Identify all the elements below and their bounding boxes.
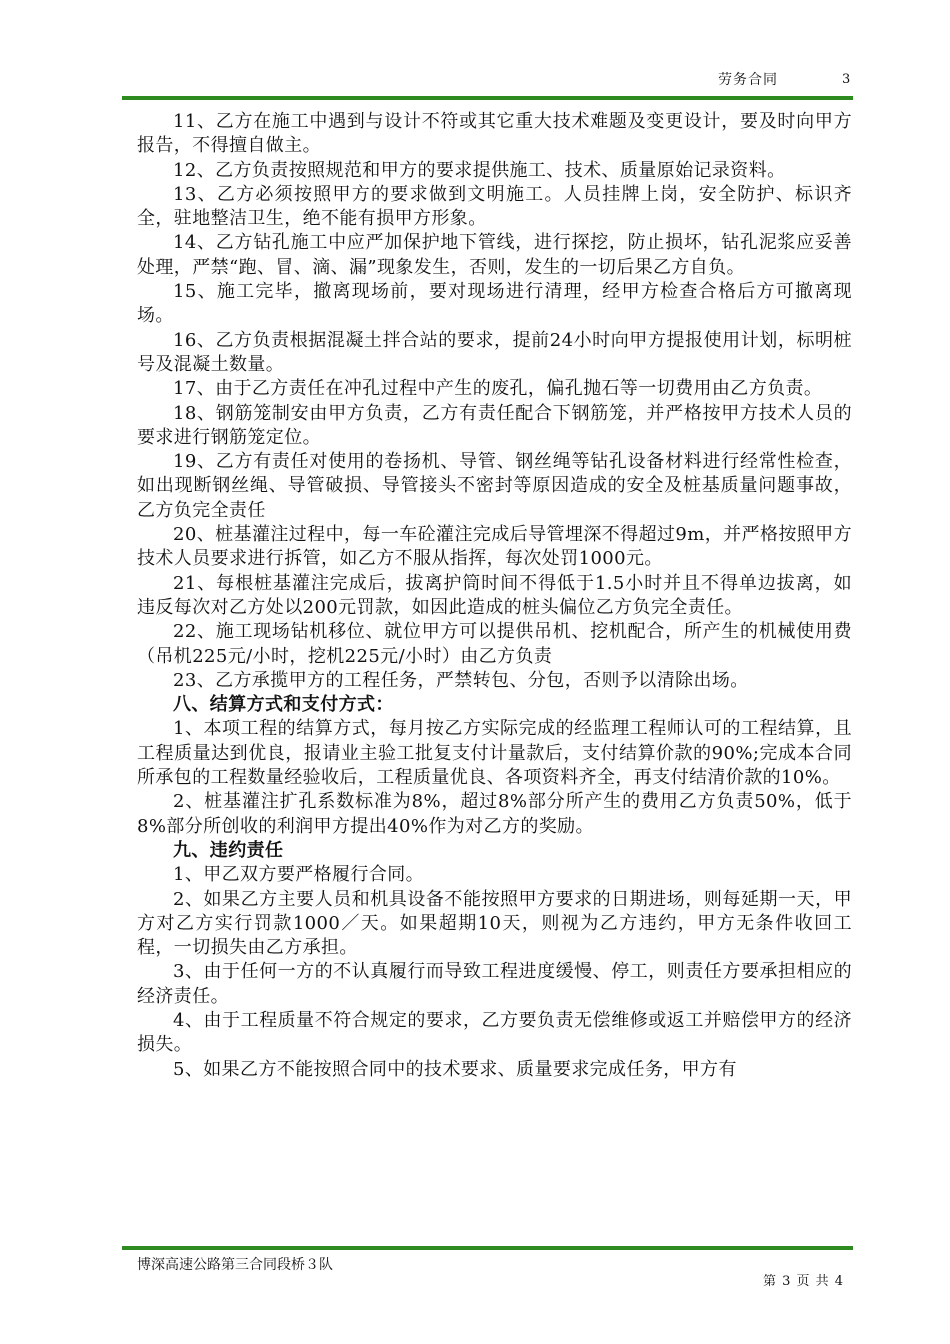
header-page-number: 3 bbox=[842, 72, 851, 87]
clause-17: 17、由于乙方责任在冲孔过程中产生的废孔，偏孔抛石等一切费用由乙方负责。 bbox=[173, 378, 823, 400]
settlement-clause-1: 1、本项工程的结算方式，每月按乙方实际完成的经监理工程师认可的工程结算，且工程质量达到优良，报请业主验工批复支付计量款后，支付结算价款的90%;完成本合同所承包的工程数量经验收后，工程质量优良、各项资料齐全，再支付结清价款的10%。 bbox=[137, 718, 852, 789]
clause-13: 13、乙方必须按照甲方的要求做到文明施工。人员挂牌上岗，安全防护、标识齐全，驻地整洁卫生，绝不能有损甲方形象。 bbox=[137, 183, 852, 230]
settlement-clause-2: 2、桩基灌注扩孔系数标准为8%，超过8%部分所产生的费用乙方负责50%，低于8%部分所创收的利润甲方提出40%作为对乙方的奖励。 bbox=[137, 791, 852, 837]
document-body bbox=[137, 110, 852, 1082]
section-heading-settlement: 八、结算方式和支付方式： bbox=[173, 694, 394, 716]
clause-21: 21、每根桩基灌注完成后，拔离护筒时间不得低于1.5小时并且不得单边拔离，如违反每次对乙方处以200元罚款，如因此造成的桩头偏位乙方负完全责任。 bbox=[137, 572, 852, 618]
breach-clause-2: 2、如果乙方主要人员和机具设备不能按照甲方要求的日期进场，则每延期一天，甲方对乙方实行罚款1000／天。如果超期10天，则视为乙方违约，甲方无条件收回工程，一切损失由乙方承担。 bbox=[137, 888, 852, 959]
footer-rule bbox=[122, 1246, 853, 1250]
clause-18: 18、钢筋笼制安由甲方负责，乙方有责任配合下钢筋笼，并严格按甲方技术人员的要求进行钢筋笼定位。 bbox=[137, 402, 852, 448]
clause-16: 16、乙方负责根据混凝土拌合站的要求，提前24小时向甲方提报使用计划，标明桩号及混凝土数量。 bbox=[137, 329, 852, 375]
footer-team-name: 博深高速公路第三合同段桥３队 bbox=[137, 1257, 333, 1273]
clause-11: 11、乙方在施工中遇到与设计不符或其它重大技术难题及变更设计，要及时向甲方报告，不得擅自做主。 bbox=[137, 111, 852, 157]
breach-clause-3: 3、由于任何一方的不认真履行而导致工程进度缓慢、停工，则责任方要承担相应的经济责任。 bbox=[137, 961, 852, 1007]
breach-clause-4: 4、由于工程质量不符合规定的要求，乙方要负责无偿维修或返工并赔偿甲方的经济损失。 bbox=[137, 1009, 852, 1056]
clause-23: 23、乙方承揽甲方的工程任务，严禁转包、分包，否则予以清除出场。 bbox=[173, 669, 749, 691]
clause-19: 19、乙方有责任对使用的卷扬机、导管、钢丝绳等钻孔设备材料进行经常性检查，如出现断钢丝绳、导管破损、导管接头不密封等原因造成的安全及桩基质量问题事故，乙方负完全责任 bbox=[137, 451, 852, 521]
clause-20: 20、桩基灌注过程中，每一车砼灌注完成后导管埋深不得超过9m，并严格按照甲方技术人员要求进行拆管，如乙方不服从指挥，每次处罚1000元。 bbox=[137, 524, 852, 570]
clause-22: 22、施工现场钻机移位、就位甲方可以提供吊机、挖机配合，所产生的机械使用费（吊机225元/小时，挖机225元/小时）由乙方负责 bbox=[137, 621, 852, 667]
header-rule bbox=[122, 96, 853, 100]
clause-12: 12、乙方负责按照规范和甲方的要求提供施工、技术、质量原始记录资料。 bbox=[173, 159, 786, 181]
clause-15: 15、施工完毕，撤离现场前，要对现场进行清理，经甲方检查合格后方可撤离现场。 bbox=[137, 281, 852, 327]
footer-page-count: 第 3 页 共 4 bbox=[763, 1274, 845, 1289]
header-title: 劳务合同 bbox=[718, 72, 778, 88]
clause-14: 14、乙方钻孔施工中应严加保护地下管线，进行探挖，防止损坏，钻孔泥浆应妥善处理，严禁“跑、冒、滴、漏”现象发生，否则，发生的一切后果乙方自负。 bbox=[137, 232, 852, 278]
breach-clause-1: 1、甲乙双方要严格履行合同。 bbox=[173, 864, 425, 886]
section-heading-breach: 九、违约责任 bbox=[173, 839, 284, 861]
breach-clause-5: 5、如果乙方不能按照合同中的技术要求、质量要求完成任务，甲方有 bbox=[173, 1058, 737, 1080]
